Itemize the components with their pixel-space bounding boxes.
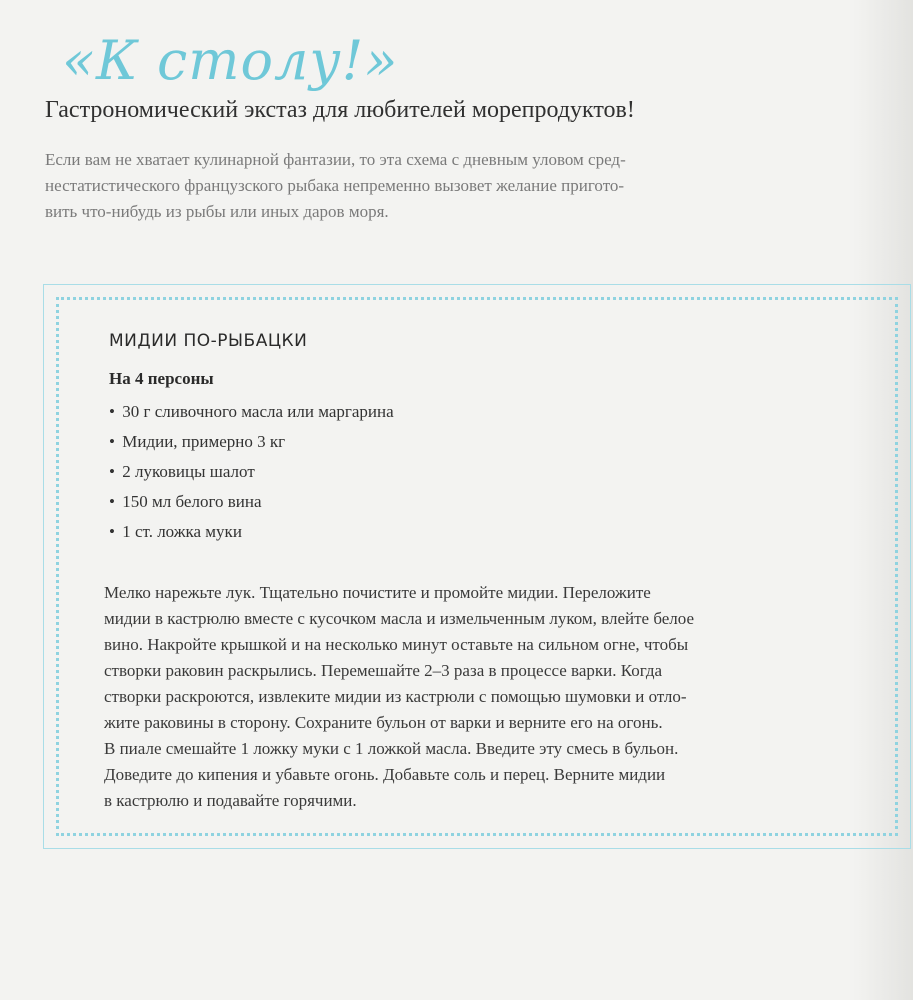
ingredient-text: 150 мл белого вина xyxy=(122,492,262,511)
ingredient-item xyxy=(106,427,394,457)
recipe-box xyxy=(43,284,911,849)
method-line: мидии в кастрюлю вместе с кусочком масла и измельченным луком, влейте белое xyxy=(104,609,695,628)
page-title: «К столу!» xyxy=(62,29,399,92)
method-line: в кастрюлю и подавайте горячими. xyxy=(104,791,357,810)
method-line: В пиале смешайте 1 ложку муки с 1 ложкой масла. Введите эту смесь в бульон. xyxy=(104,739,679,758)
method-line: Мелко нарежьте лук. Тщательно почистите и промойте мидии. Переложите xyxy=(104,583,651,602)
ingredient-text: Мидии, примерно 3 кг xyxy=(122,432,286,451)
method-line: створки раскроются, извлеките мидии из кастрюли с помощью шумовки и отло- xyxy=(104,687,687,706)
ingredient-item xyxy=(106,487,394,517)
intro-paragraph xyxy=(45,147,745,225)
method-line: створки раковин раскрылись. Перемешайте 2–3 раза в процессе варки. Когда xyxy=(104,661,663,680)
method-line: Доведите до кипения и убавьте огонь. Добавьте соль и перец. Верните мидии xyxy=(104,765,666,784)
method-line: вино. Накройте крышкой и на несколько минут оставьте на сильном огне, чтобы xyxy=(104,635,689,654)
method-line: жите раковины в сторону. Сохраните бульон от варки и верните его на огонь. xyxy=(104,713,663,732)
bullet-icon: • xyxy=(109,402,115,421)
recipe-title: МИДИИ ПО-РЫБАЦКИ xyxy=(109,331,308,351)
ingredient-list xyxy=(106,397,394,547)
ingredient-text: 30 г сливочного масла или маргарина xyxy=(122,402,394,421)
intro-line: нестатистического французского рыбака непременно вызовет желание пригото- xyxy=(45,176,625,195)
intro-line: вить что-нибудь из рыбы или иных даров моря. xyxy=(45,202,389,221)
bullet-icon: • xyxy=(109,462,115,481)
ingredient-item xyxy=(106,457,394,487)
bullet-icon: • xyxy=(109,432,115,451)
page-subtitle: Гастрономический экстаз для любителей морепродуктов! xyxy=(45,97,635,123)
bullet-icon: • xyxy=(109,522,115,541)
ingredient-text: 2 луковицы шалот xyxy=(122,462,255,481)
recipe-method xyxy=(104,580,824,814)
recipe-servings: На 4 персоны xyxy=(109,369,214,388)
ingredient-item xyxy=(106,397,394,427)
ingredient-text: 1 ст. ложка муки xyxy=(122,522,242,541)
intro-line: Если вам не хватает кулинарной фантазии, то эта схема с дневным уловом сред- xyxy=(45,150,626,169)
bullet-icon: • xyxy=(109,492,115,511)
ingredient-item xyxy=(106,517,394,547)
